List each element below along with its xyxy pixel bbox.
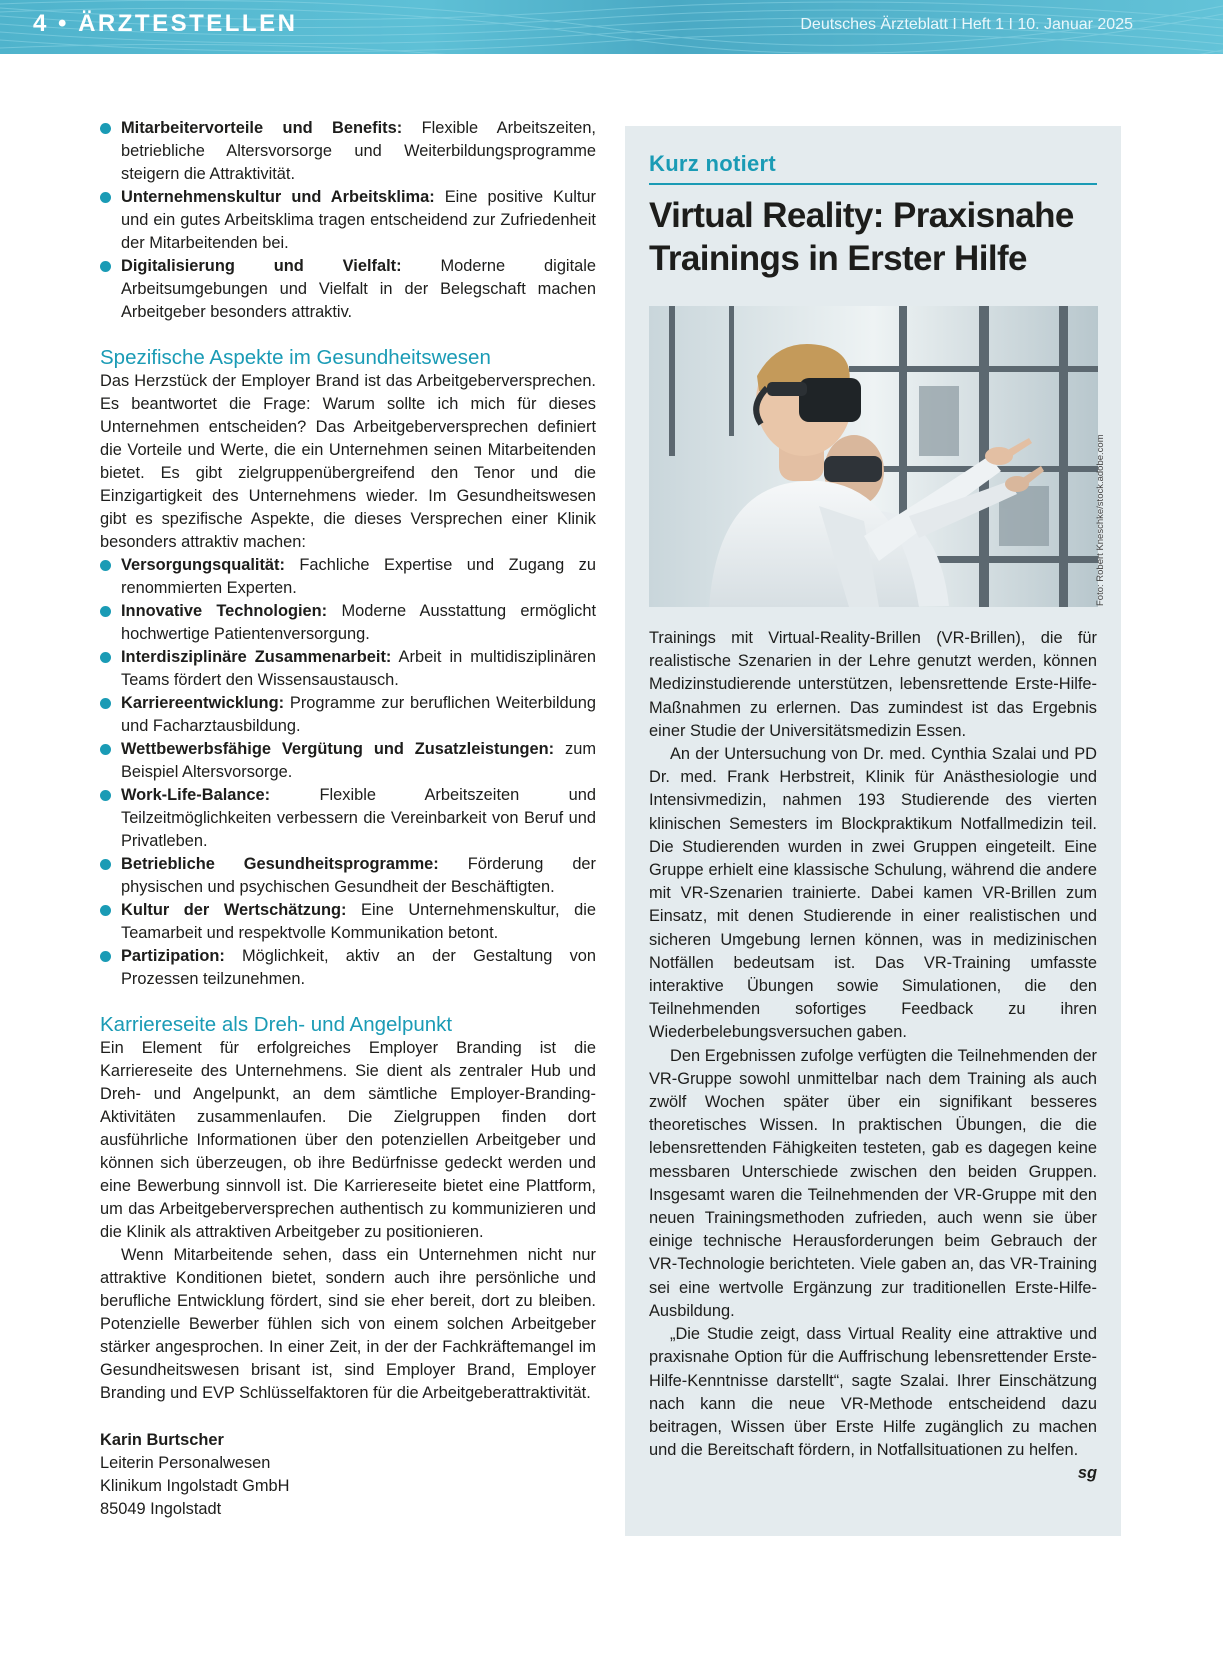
author-organization: Klinikum Ingolstadt GmbH: [100, 1477, 290, 1495]
box-body: [649, 627, 1097, 1486]
list-item: Wettbewerbsfähige Vergütung und Zusatzleistungen: zum Beispiel Altersvorsorge.: [100, 738, 596, 784]
section-heading: Spezifische Aspekte im Gesundheitswesen: [100, 346, 491, 369]
news-box: [625, 126, 1121, 1536]
paragraph: Ein Element für erfolgreiches Employer Branding ist die Karriereseite des Unternehmens. Sie dient als zentraler Hub und Dreh- und Angelpunkt, an dem sämtliche Employer-Branding-Aktivitäten zusammenlaufen. Die Zielgruppen finden dort ausführliche Informationen über den potenziellen Arbeitgeber und können sich überzeugen, ob ihre Bedürfnisse gedeckt werden und eine Bewerbung sinnvoll ist. Die Karriereseite bietet eine Plattform, um das Arbeitgeberversprechen authentisch zu kommunizieren und die Klinik als attraktiven Arbeitgeber zu positionieren.: [100, 1039, 596, 1241]
author-signature: sg: [1077, 1464, 1097, 1483]
author-block: [100, 1429, 596, 1521]
vr-training-photo: [649, 306, 1098, 607]
author-name: Karin Burtscher: [100, 1431, 224, 1449]
main-article-column: [100, 117, 596, 1521]
section-heading: Karriereseite als Dreh- und Angelpunkt: [100, 1013, 453, 1036]
paragraph: Wenn Mitarbeitende sehen, dass ein Unternehmen nicht nur attraktive Konditionen bietet, sondern auch ihre persönliche und berufliche Entwicklung fördert, sind sie eher bereit, dort zu bleiben. Potenzielle Bewerber fühlen sich von einem solchen Arbeitgeber stärker angesprochen. In einer Zeit, in der der Fachkräftemangel im Gesundheitswesen brisant ist, sind Employer Brand, Employer Branding und EVP Schlüsselfaktoren für die Arbeitgeberattraktivität.: [100, 1246, 596, 1402]
list-item: Digitalisierung und Vielfalt: Moderne digitale Arbeitsumgebungen und Vielfalt in der Belegschaft machen Arbeitgeber besonders attraktiv.: [100, 255, 596, 324]
page-header: [0, 0, 1223, 54]
author-city: 85049 Ingolstadt: [100, 1500, 222, 1518]
intro-bullet-list: [100, 117, 596, 324]
list-item: Betriebliche Gesundheitsprogramme: Förderung der physischen und psychischen Gesundheit der Beschäftigten.: [100, 853, 596, 899]
photo-credit: Foto: Robert Kneschke/stock.adobe.com: [1095, 434, 1106, 606]
paragraph: „Die Studie zeigt, dass Virtual Reality eine attraktive und praxisnahe Option für die Auffrischung lebensrettender Erste-Hilfe-Kenntnisse darstellt“, sagte Szalai. Ihrer Einschätzung nach kann die neue VR-Methode entscheidend dazu beitragen, Wissen über Erste Hilfe zugänglich zu machen und die Bereitschaft fördern, in Notfallsituationen zu helfen. sg: [649, 1323, 1097, 1462]
box-headline: Virtual Reality: Praxisnahe Trainings in Erster Hilfe: [649, 196, 1074, 278]
paragraph: Trainings mit Virtual-Reality-Brillen (VR-Brillen), die für realistische Szenarien in der Lehre genutzt werden, können Medizinstudierende unterstützen, lebensrettende Erste-Hilfe-Maßnahmen zu erlernen. Das zumindest ist das Ergebnis einer Studie der Universitätsmedizin Essen.: [649, 629, 1097, 740]
aspects-bullet-list: [100, 554, 596, 991]
list-item: Unternehmenskultur und Arbeitsklima: Eine positive Kultur und ein gutes Arbeitsklima tragen entscheidend zur Zufriedenheit der Mitarbeitenden bei.: [100, 186, 596, 255]
list-item: Interdisziplinäre Zusammenarbeit: Arbeit in multidisziplinären Teams fördert den Wissensaustausch.: [100, 646, 596, 692]
paragraph: An der Untersuchung von Dr. med. Cynthia Szalai und PD Dr. med. Frank Herbstreit, Klinik für Anästhesiologie und Intensivmedizin, nahmen 193 Studierende des vierten klinischen Semesters im Blockpraktikum Notfallmedizin teil. Die Studierenden wurden in zwei Gruppen eingeteilt. Eine Gruppe erhielt eine klassische Schulung, während die andere mit VR-Szenarien trainierte. Dabei kamen VR-Brillen zum Einsatz, mit denen Studierende in einer realistischen und sicheren Umgebung lernen können, was in medizinischen Notfällen bedeutsam ist. Das VR-Training umfasste interaktive Übungen sowie Simulationen, die den Teilnehmenden sofortiges Feedback zu ihren Wiederbelebungsversuchen gaben.: [649, 745, 1097, 1042]
list-item: Kultur der Wertschätzung: Eine Unternehmenskultur, die Teamarbeit und respektvolle Kommunikation betont.: [100, 899, 596, 945]
list-item: Innovative Technologien: Moderne Ausstattung ermöglicht hochwertige Patientenversorgung.: [100, 600, 596, 646]
list-item: Mitarbeitervorteile und Benefits: Flexible Arbeitszeiten, betriebliche Altersvorsorge und Weiterbildungsprogramme steigern die Attraktivität.: [100, 117, 596, 186]
section-label: 4 • ÄRZTESTELLEN: [33, 10, 298, 37]
list-item: Karriereentwicklung: Programme zur beruflichen Weiterbildung und Facharztausbildung.: [100, 692, 596, 738]
paragraph: Den Ergebnissen zufolge verfügten die Teilnehmenden der VR-Gruppe sowohl unmittelbar nach dem Training als auch zwölf Wochen später über ein signifikant besseres theoretisches Wissen. In praktischen Übungen, die die lebensrettenden Fähigkeiten testeten, gab es dagegen keine messbaren Unterschiede zwischen den beiden Gruppen. Insgesamt waren die Teilnehmenden der VR-Gruppe mit den neuen Trainingsmethoden zufrieden, auch wenn sie über einige technische Herausforderungen beim Gebrauch der VR-Technologie berichteten. Viele gaben an, das VR-Training sei eine wertvolle Ergänzung zur traditionellen Erste-Hilfe-Ausbildung.: [649, 1046, 1097, 1320]
box-kicker: Kurz notiert: [649, 151, 1097, 185]
journal-info: Deutsches Ärzteblatt I Heft 1 I 10. Januar 2025: [800, 16, 1133, 33]
paragraph: Das Herzstück der Employer Brand ist das Arbeitgeberversprechen. Es beantwortet die Frage: Warum sollte ich mich für dieses Unternehmen entscheiden? Das Arbeitgeberversprechen definiert die Vorteile und Werte, die ein Unternehmen seinen Mitarbeitenden bietet. Es gibt zielgruppenübergreifend den Tenor und die Einzigartigkeit des Unternehmens wieder. Im Gesundheitswesen gibt es spezifische Aspekte, die dieses Versprechen einer Klinik besonders attraktiv machen:: [100, 372, 596, 551]
photo-illustration: [649, 306, 1098, 607]
author-role: Leiterin Personalwesen: [100, 1454, 271, 1472]
list-item: Work-Life-Balance: Flexible Arbeitszeiten und Teilzeitmöglichkeiten verbessern die Vereinbarkeit von Beruf und Privatleben.: [100, 784, 596, 853]
list-item: Versorgungsqualität: Fachliche Expertise und Zugang zu renommierten Experten.: [100, 554, 596, 600]
list-item: Partizipation: Möglichkeit, aktiv an der Gestaltung von Prozessen teilzunehmen.: [100, 945, 596, 991]
